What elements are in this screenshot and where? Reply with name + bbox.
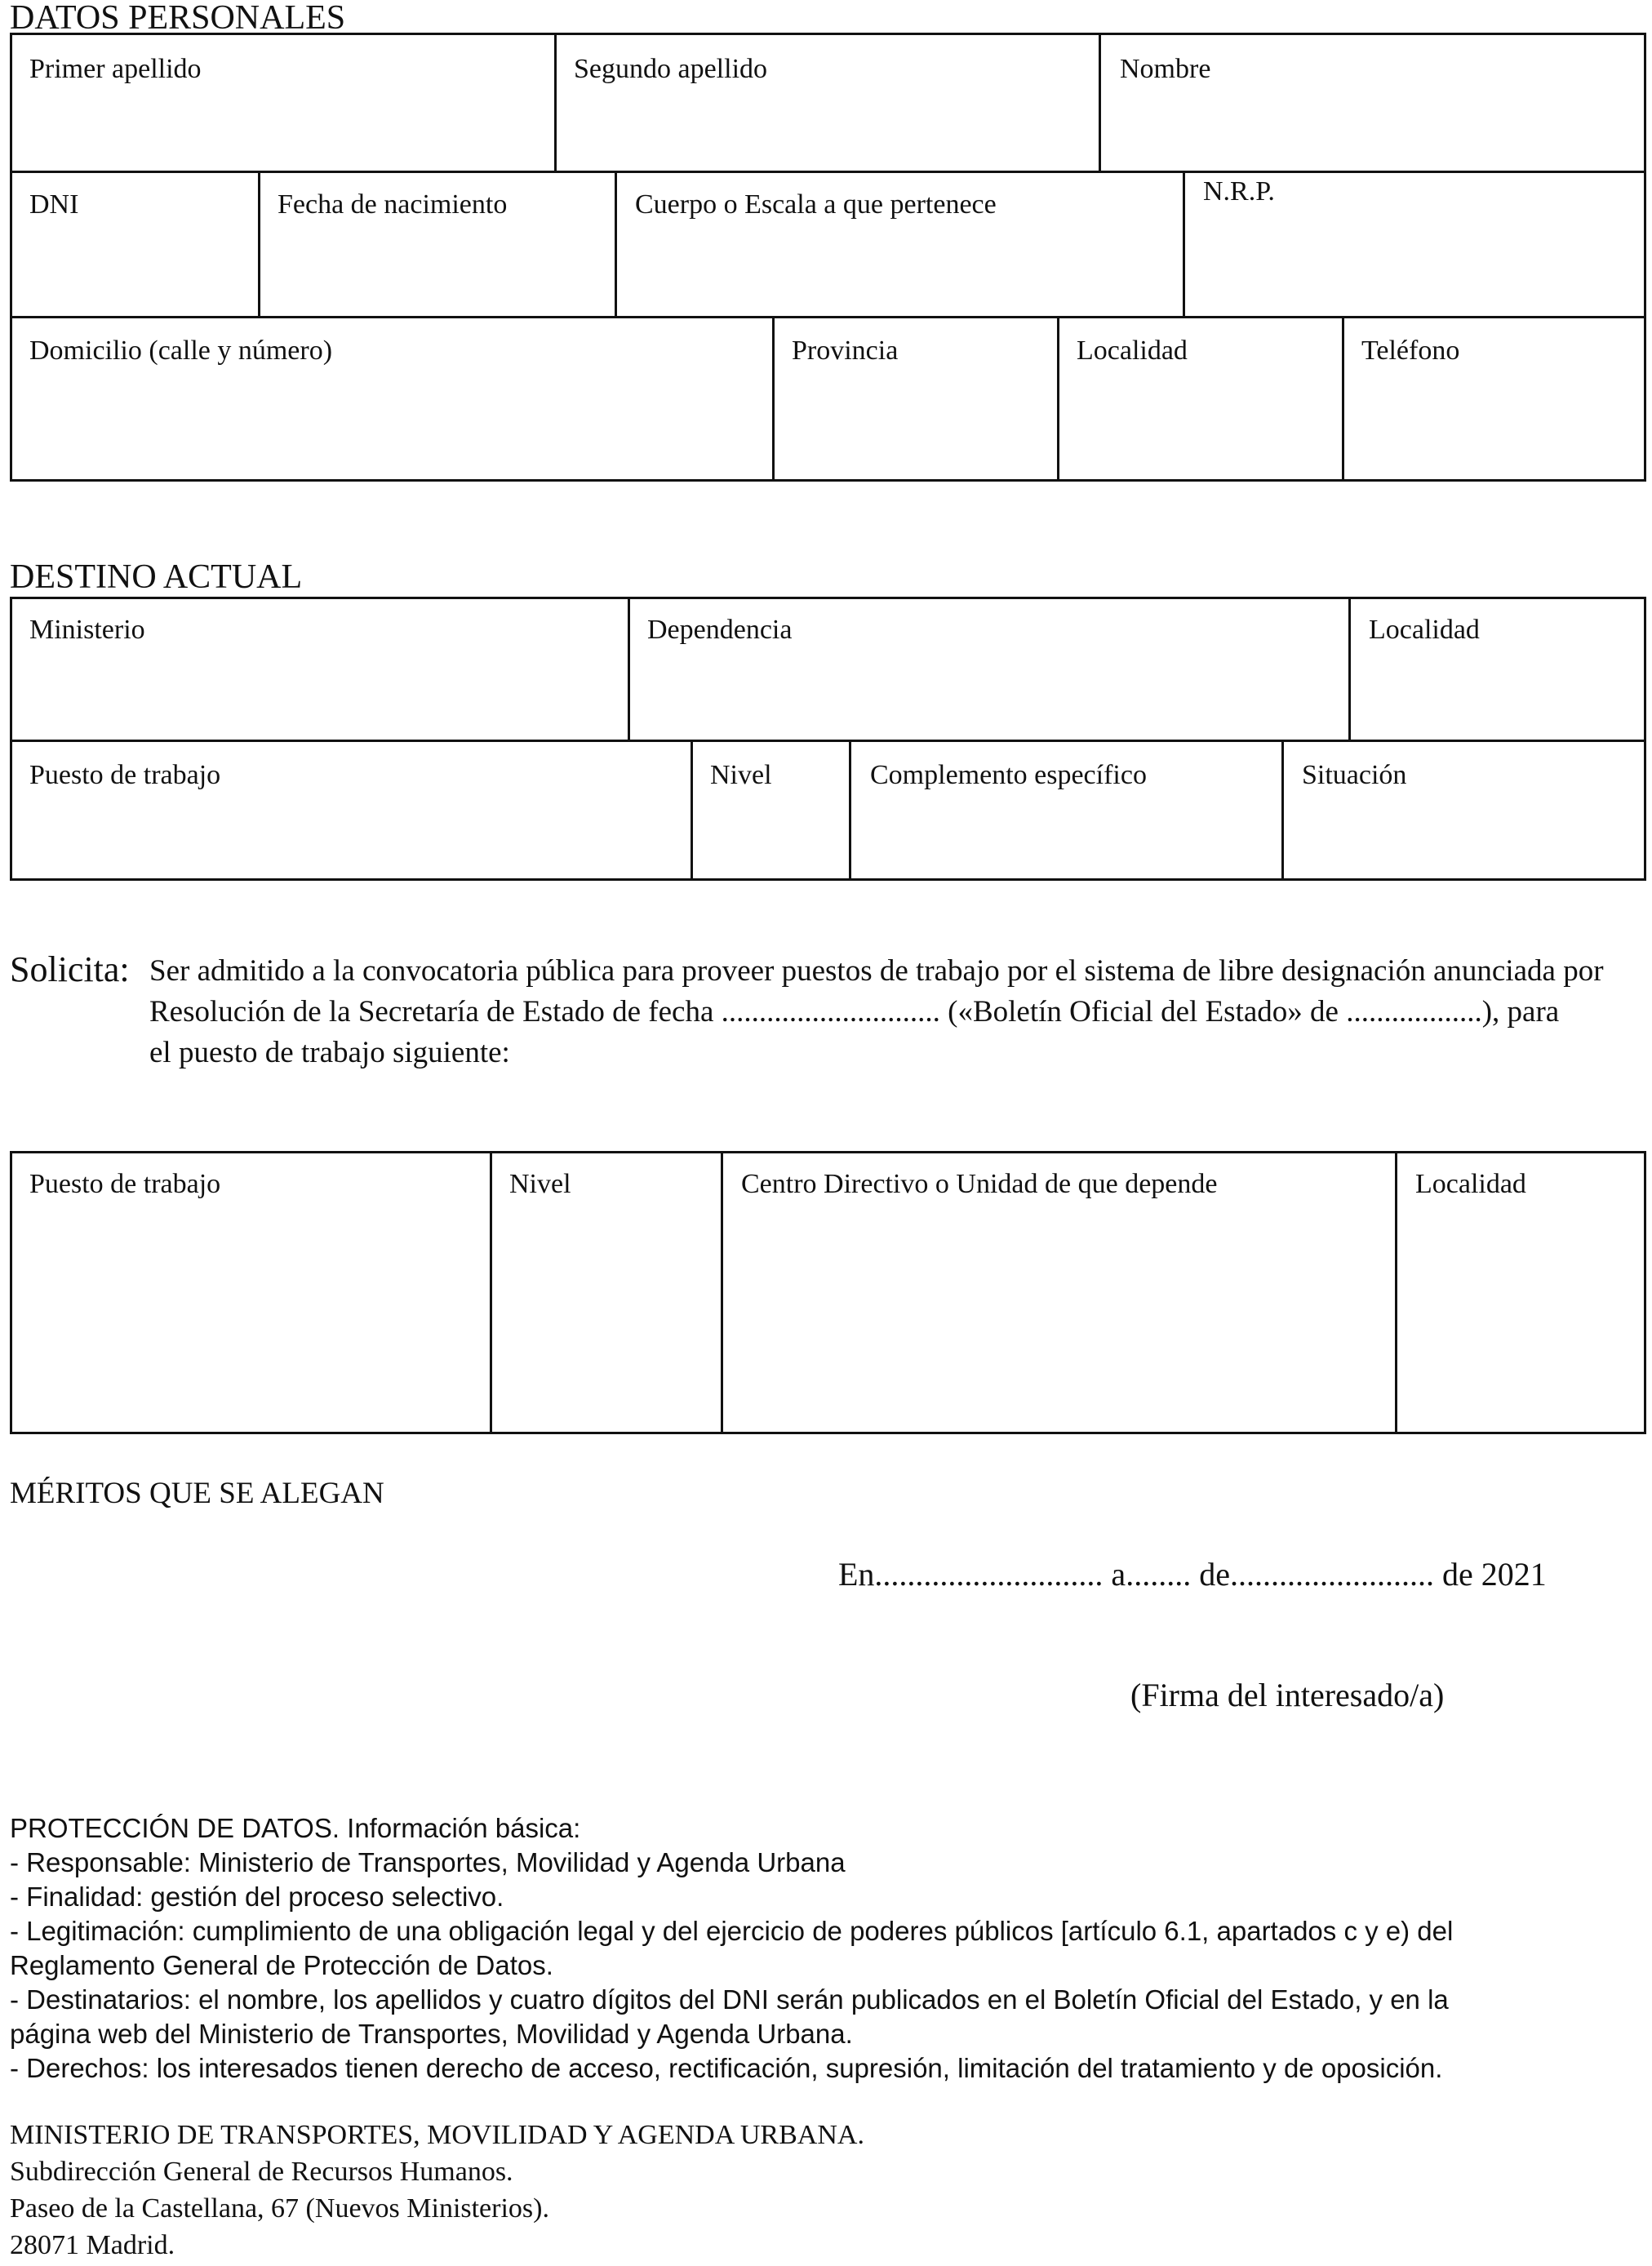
field-domicilio[interactable] xyxy=(12,374,770,479)
field-cuerpo-escala[interactable] xyxy=(617,227,1181,313)
proteccion-line: página web del Ministerio de Transportes, Movilidad y Agenda Urbana. xyxy=(10,2019,853,2049)
section-title-destino-actual: DESTINO ACTUAL xyxy=(10,558,303,596)
field-complemento[interactable] xyxy=(851,798,1280,878)
label-fecha-nacimiento: Fecha de nacimiento xyxy=(278,189,508,220)
field-dni[interactable] xyxy=(12,227,256,313)
field-nivel-actual[interactable] xyxy=(693,798,847,878)
field-puesto-solicitado[interactable] xyxy=(12,1208,488,1432)
label-segundo-apellido: Segundo apellido xyxy=(574,54,768,84)
proteccion-line: - Finalidad: gestión del proceso selectivo. xyxy=(10,1882,504,1912)
label-puesto-actual: Puesto de trabajo xyxy=(29,760,221,790)
divider xyxy=(10,316,1646,318)
label-centro-directivo: Centro Directivo o Unidad de que depende xyxy=(741,1169,1218,1199)
proteccion-line: Reglamento General de Protección de Datos. xyxy=(10,1950,553,1980)
field-telefono[interactable] xyxy=(1344,374,1644,479)
label-domicilio: Domicilio (calle y número) xyxy=(29,335,333,366)
field-centro-directivo[interactable] xyxy=(723,1208,1393,1432)
label-nrp: N.R.P. xyxy=(1203,176,1275,207)
field-puesto-actual[interactable] xyxy=(12,798,689,878)
solicita-line: Ser admitido a la convocatoria pública para proveer puestos de trabajo por el sistema de libre designación anunciada por xyxy=(149,954,1604,988)
proteccion-line: - Responsable: Ministerio de Transportes, Movilidad y Agenda Urbana xyxy=(10,1847,846,1877)
label-cuerpo-escala: Cuerpo o Escala a que pertenece xyxy=(635,189,997,220)
label-provincia: Provincia xyxy=(792,335,899,366)
solicita-line: Resolución de la Secretaría de Estado de fecha ............................. («Boletín Oficial del Estado» de ..................), para xyxy=(149,995,1560,1029)
label-puesto-solicitado: Puesto de trabajo xyxy=(29,1169,221,1199)
direccion-line: Paseo de la Castellana, 67 (Nuevos Ministerios). xyxy=(10,2193,549,2224)
solicita-text xyxy=(149,951,1646,1073)
fecha-firma-line: En............................ a........ de......................... de 2021 xyxy=(838,1556,1547,1593)
label-nombre: Nombre xyxy=(1120,54,1211,84)
field-localidad-destino[interactable] xyxy=(1351,653,1644,737)
direccion-line: 28071 Madrid. xyxy=(10,2230,175,2260)
label-nivel-solicitado: Nivel xyxy=(509,1169,571,1199)
label-dependencia: Dependencia xyxy=(647,615,793,645)
field-localidad-solicitada[interactable] xyxy=(1397,1208,1644,1432)
field-nivel-solicitado[interactable] xyxy=(492,1208,719,1432)
label-complemento: Complemento específico xyxy=(870,760,1147,790)
field-dependencia[interactable] xyxy=(630,653,1347,737)
divider xyxy=(10,171,1646,173)
proteccion-datos-block xyxy=(10,1811,1646,2086)
field-localidad[interactable] xyxy=(1059,374,1340,479)
field-ministerio[interactable] xyxy=(12,653,626,737)
field-primer-apellido[interactable] xyxy=(12,90,553,168)
label-nivel-actual: Nivel xyxy=(710,760,772,790)
field-situacion[interactable] xyxy=(1284,798,1644,878)
label-primer-apellido: Primer apellido xyxy=(29,54,202,84)
direccion-line: MINISTERIO DE TRANSPORTES, MOVILIDAD Y AGENDA URBANA. xyxy=(10,2120,864,2150)
label-situacion: Situación xyxy=(1302,760,1407,790)
label-localidad-destino: Localidad xyxy=(1369,615,1480,645)
direccion-line: Subdirección General de Recursos Humanos. xyxy=(10,2157,513,2187)
section-title-datos-personales: DATOS PERSONALES xyxy=(10,0,346,37)
field-segundo-apellido[interactable] xyxy=(557,90,1097,168)
firma-interesado-label: (Firma del interesado/a) xyxy=(1130,1677,1445,1713)
solicita-label: Solicita: xyxy=(10,949,130,989)
field-nrp[interactable] xyxy=(1185,214,1644,313)
proteccion-line: - Derechos: los interesados tienen derecho de acceso, rectificación, supresión, limitación del tratamiento y de oposición. xyxy=(10,2053,1443,2083)
field-provincia[interactable] xyxy=(775,374,1055,479)
label-telefono: Teléfono xyxy=(1361,335,1460,366)
proteccion-line: PROTECCIÓN DE DATOS. Información básica: xyxy=(10,1813,581,1843)
proteccion-line: - Destinatarios: el nombre, los apellidos y cuatro dígitos del DNI serán publicados en el Boletín Oficial del Estado, y en la xyxy=(10,1984,1449,2015)
label-dni: DNI xyxy=(29,189,79,220)
label-ministerio: Ministerio xyxy=(29,615,145,645)
divider xyxy=(10,740,1646,742)
label-localidad-solicitada: Localidad xyxy=(1415,1169,1526,1199)
proteccion-line: - Legitimación: cumplimiento de una obligación legal y del ejercicio de poderes públicos [artículo 6.1, apartados c y e) del xyxy=(10,1916,1454,1946)
field-fecha-nacimiento[interactable] xyxy=(260,227,613,313)
label-localidad: Localidad xyxy=(1077,335,1188,366)
direccion-block xyxy=(10,2117,1646,2264)
meritos-title: MÉRITOS QUE SE ALEGAN xyxy=(10,1477,384,1510)
field-nombre[interactable] xyxy=(1101,90,1644,168)
solicita-line: el puesto de trabajo siguiente: xyxy=(149,1036,510,1069)
